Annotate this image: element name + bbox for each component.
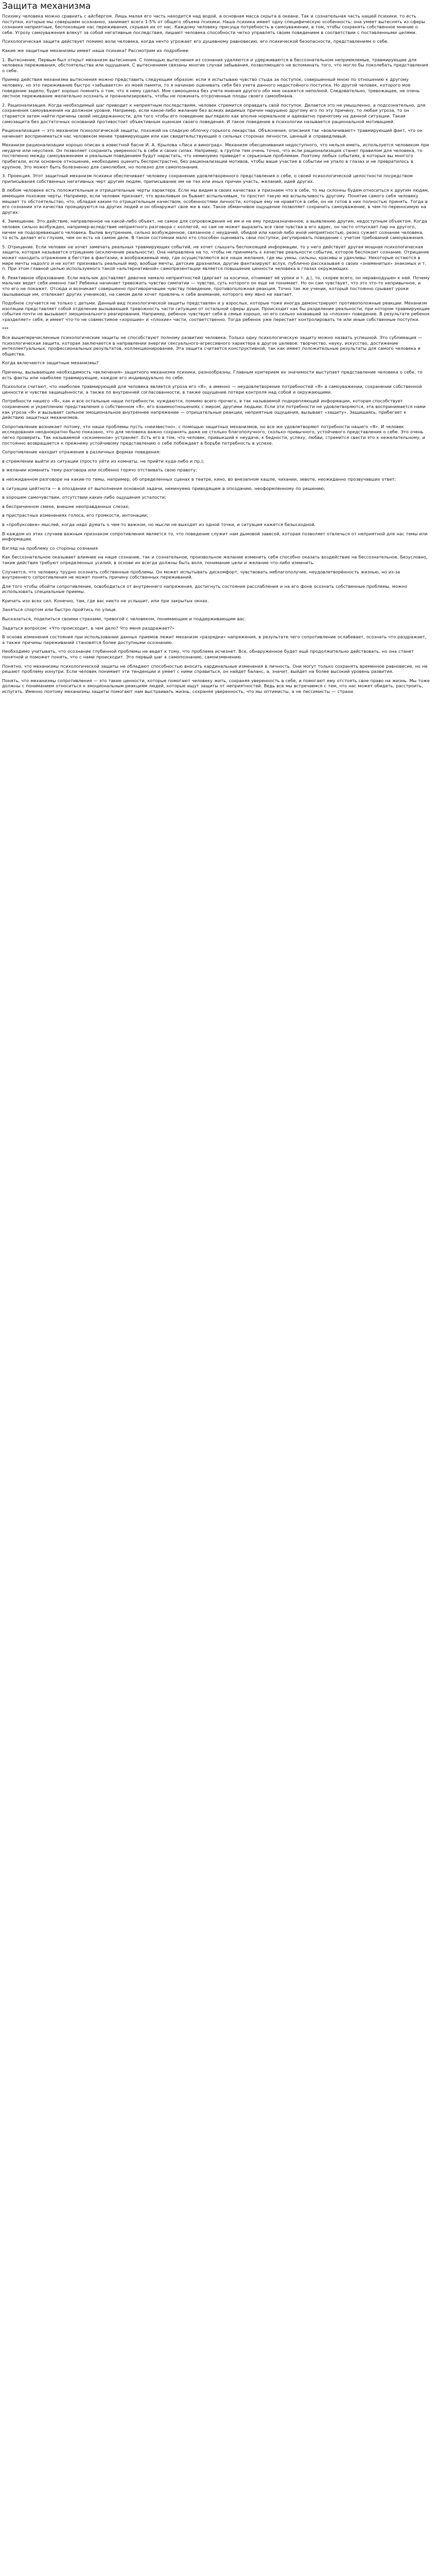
- paragraph: Кричать изо всех сил. Конечно, там, где вас никто не услышит, или при закрытых окнах.: [2, 598, 209, 603]
- article-title: Защита механизма: [2, 1, 91, 11]
- paragraph: в пристрастных изменениях голоса, его громкости, интонации;: [2, 513, 148, 518]
- paragraph: Высказаться, поделиться своими страхами, тревогой с человеком, понимающим и поддерживающим вас.: [2, 616, 246, 622]
- paragraph: Подобное случается не только с детьми. Данный вид психологической защиты представлен и у взрослых, которые тоже иногда демонстрируют противоположные реакции. Механизм изоляции представляет собой отделение вызывающей тревожность части ситуации от остальной сферы души. Происходит как бы разделение реальности, при котором травмирующие события почти не вызывают эмоционального реагирования. Например, ребенок чувствует себя в семье хорошо, но его сильно назвавшей за «плохое» поведение. В результате ребенок «разделяет» себя, и имеет что-то не совместимое «хорошие» и «плохие» части, соответственно. Тогда ребенок уже перестает контролировать те или иные собственные поступки.: [2, 300, 430, 322]
- paragraph: Какие же защитные механизмы имеет наша психика? Рассмотрим их подробнее:: [2, 47, 190, 53]
- paragraph: Заняться спортом или быстро пройтись по улице.: [2, 607, 117, 613]
- paragraph: Понять, что механизмы сопротивления — это такие ценности, которые помогают человеку жить, сохраняя уверенность в себе, и помогают ему отстоять свое право на жизнь. Мы тоже должны с пониманием относиться к эмоциональным реакциям людей, которые ищут защиты от неприятностей. Ведь все мы встречаемся с тем, что нас может обидеть, расстроить, испугать. Именно поэтому механизмы защиты помогают нам выстраивать жизнь, сохраняя уверенность, что мы оптимисты, а не пессимисты — страхи.: [2, 677, 430, 694]
- paragraph: Случается, что человеку трудно осознать собственные проблемы. Он может испытывать дискомфорт, чувствовать неблагополучие, неудовлетворённость жизнью, но из-за внутреннего сопротивления не может понять причину собственных переживаний.: [2, 569, 400, 580]
- paragraph: Понятно, что механизмы психологической защиты не обладают способностью вносить кардинальные изменения в личность. Они могут только сохранять временное равновесие, но не решают проблему изнутри. Если человек понимает эти тенденции и умеет с ними справиться, он найдет баланс, а, значит, выйдет на более высокий уровень развития.: [2, 663, 428, 674]
- paragraph: 4. Замещение. Это действие, направленное на какой-либо объект, не самое для сопровождения не им и не ему предназначенное, а выявлению другим, недоступным объектом. Когда человек сильно возбужден, например-вследствие неприятного разговора с коллегой, но сам не может выразить все свое чувства в его адрес, он часто отпускает пар на другого, ничем не подозревающего человека. Вылив внутренние, сильно возбужденное, связанное с неудачей, обидой или какой-либо иной неприятностью, резко сужает сознание человека, то есть делает его глухим, чем он есть на самом деле. В таком состоянии мало кто способен оценивать свои поступки, регулировать поведение с учетом требований самоуважения.: [2, 218, 427, 241]
- paragraph: Как бессознательное оказывает влияние на наше сознание, так и сознательное, произвольное желание изменить себя способно оказать воздействие на бессознательное. Безусловно, такие действия требуют определенных усилий, в основе их всегда должны быть воля, понимание цели и желание что-либо изменить.: [2, 554, 428, 565]
- paragraph: в неожиданном разговоре на какие-то темы, например, об определенных сценах в театре, кино, во внезапном кашле, чихании, зевоте, неожиданно прозвучавших ответ;: [2, 476, 396, 482]
- paragraph: Пример действия механизма вытеснения можно представить следующим образом: если я испытываю чувство стыда за поступок, совершенный мною по отношению к другому человеку, но это переживание быстро «забывается» из моей памяти, то я начинаю оценивать себя без учета данного недостойного поступка. Но другой человек, которого мое поведение задело, будет хорошо помнить о том, что я нему сделал. Мое самооценка без учета мнения другого обо мне окажется неполной. Следовательно, тревожащее, не очень лестное переживание желательно осознать и проанализировать, чтобы не пожинать отсроченные плоды своего самообмана.: [2, 77, 420, 99]
- paragraph: Потребности нашего «Я», как и все остальные наши потребности, нуждаются, помимо всего прочего, в так называемой подкрепляющей информации, которая способствует сохранению и укреплению представления о собственном «Я», его взаимоотношениях с миром, другими людьми. Если эти потребности не удовлетворяются, эта воспринимается нами как угроза «Я» и вызывает сильное эмоциональное внутреннее напряжение — отрицательные реакции, неприятные ощущения, вызывает «защиту». Защищаясь, прибегает к действию защитных механизмов.: [2, 398, 426, 420]
- paragraph: в беспричинном смехе, внешне неоправданных слезах;: [2, 503, 130, 509]
- paragraph: В основе изменения состояния при использовании данных приемов лежит механизм «разрядки» напряжения, в результате чего сопротивление ослабевает, осознать что раздражает, а также причины переживаний становятся более доступными осознанию.: [2, 634, 427, 645]
- paragraph: Психологическая защита действует помимо воли человека, когда нечто угрожает его душевному равновесию, его психической безопасности, представлениям о себе.: [2, 39, 389, 44]
- paragraph: 1. Вытеснение. Первым был открыт механизм вытеснения. С помощью вытеснения из сознания удаляются и удерживаются в бессознательном неприемлемые, травмирующие для человека переживания, обстоятельства или ощущения. С вытеснением связаны многие случаи забывания, позволяющего не вспоминать того, что могло бы поколебать представления о себе.: [2, 57, 428, 73]
- section-separator: ***: [2, 326, 9, 331]
- paragraph: Для того чтобы обойти сопротивление, освободиться от внутреннего напряжения, достигнуть состояния расслабления и на его фоне осознать собственные проблемы, можно использовать специальные приемы.: [2, 583, 408, 595]
- article-body: [2, 13, 430, 694]
- paragraph: 3. Проекция. Этот защитный механизм психики обеспечивает человеку сохранение удовлетворенного представления о себе, о своей психологической целостности посредством приписывания собственных негативных черт другим людям, приписывание им не тех или иных причин участь, желаний, идей других.: [2, 173, 413, 184]
- paragraph: Взгляд на проблему со стороны сознания: [2, 545, 98, 551]
- paragraph: Необходимо учитывать, что осознание глубинной проблемы не ведет к тому, что проблема исчезнет. Все, обнаруженное будет ещё продолжительно действовать, но она станет понятной и поможет понять, что с нами происходит. Это первый шаг к самопознанию, самоизменению.: [2, 649, 414, 660]
- paragraph: в желании изменить тему разговора или особенно горячо отстаивать свою правоту;: [2, 467, 197, 473]
- paragraph: 2. Рационализация. Когда необходимый шаг приводит к неприятным последствиям, человек стремится оправдать свой поступок. Делается это не умышленно, а подсознательно, для сохранения самоуважения на должном уровне. Например, если какое-либо желание без всяких видимых причин нарушено другому его по эту причину, то любая угроза, то он старается затем найти причины своей несдержанности, для того чтобы его поведение выглядело как вполне нормальное и адекватно принятому на данной ситуации. Такая самозащита без достаточных оснований противостоит объективным оценкам своего поведения. И такое поведение в психологии называется рациональной мотивацией.: [2, 102, 426, 124]
- paragraph: Рационализация — это механизм психологической защиты, похожий на сладкую облочку горького лекарства. Объяснения, описания так «вовлачивают» травмирующий факт, что он начинает восприниматься нас человеком менее травмирующим или как свидетельствующий о сильных сторонах личности, ценный и справедливый.: [2, 128, 423, 139]
- paragraph: 5. Отрицание. Если человек не хочет замечать реальных травмирующих событий, не хочет слышать беспокоящей информации, то у него действует другая мощная психологическая защита, которая называется отрицание (исключение реальности). Она направлена на то, чтобы не принимать к качестве реальности событие, которое беспокоит сознание. Отрицание может находить отражение в бегстве в фантазии, в воображаемый мир, где осуществляются все наши желания, где мы умны, сильны, красивы и удачливы. Некоторые остаются в мире мечты надолго и не хотят признавать реальный мир, вообще мечты, детские дразнилки, другие фантазируют вслух, публично рассказывая о своих «знаменитых» знакомых и т. п. При этом главной целью используемого такой «альтернативной» самопрезентации является повышение ценности человека в глазах окружающих.: [2, 244, 429, 272]
- paragraph: Все вышеперечисленные психологические защиты не способствуют полному развитию человека. Только одну психологическую защиту можно назвать успешной. Это сублимация — психологическая защита, которая заключается в направлении энергии сексуального-агрессивного характера в другое целевое: творчество, науку, искусство, достижение интеллектуальных, профессиональных результатов, коллекционирование. Эта защита считается конструктивной, так как имеет положительные результаты для самого человека и общества.: [2, 335, 423, 357]
- paragraph: Когда включаются защитные механизмы?: [2, 360, 99, 366]
- paragraph: Задаться вопросом: «Что происходит, в чем дело? Что меня раздражает?»: [2, 625, 175, 631]
- paragraph: 6. Реактивное образование. Если мальчик доставляет девочке немало неприятностей (дергает за косички, отнимает её уроки и т. д.), то, скорее всего, он неравнодушен к ней. Почему мальчик ведет себя именно так? Ребенка начинает тревожить чувство симпатии — чувство, суть которого он еще не понимает. Но он сам чувствует, что это что-то непривычное, и что его не покажет. Отсюда и возникает совершенно противоречащее чувству поведение, противоположная реакция. Точно так же ученик, который постоянно срывает уроки (вызывающе им, отвлекает других учеников), на самом деле хочет привлечь к себе внимание, которого ему явно не хватает.: [2, 275, 430, 297]
- paragraph: Сопротивление возникает потому, что наши проблемы пусть «неизвестно», с помощью защитных механизмов, но все же удовлетворяют потребности нашего «Я». И человек исследования неоднократно было показано, что для человека важно сохранять даже не столько благополучного, сколько привычного, устойчивого представления о себе. Это очень легко проверить. Так называемой «эскоменное» устраняет. Есть его в том, что человек, привыкший к неудаче, к бедности, успеху, любви, стремится свести это к нежелательному, и постоянно возвращается к прежнему устойчивому представлению о себе побеждает в борьбе потребность в успехе.: [2, 423, 425, 446]
- paragraph: Психику человека можно сравнить с айсбергом. Лишь малая его часть находится над водой, а основная масса скрыта в океане. Так и сознательная часть нашей психики, то есть поступки, которые мы совершаем осознанно, занимает всего 1-5% от общего объема психики. Наша психика имеет одну специфическую особенность: она умеет вытеснять из сферы сознания неприятные, беспокоящие нас переживания, скрывая их от нас. Каждому человеку присуща потребность в самоуважении, в том, чтобы сохранять собственное мнение о себе. Угрозу самоуважения влекут за собой негативные последствия, лишают человека способности четко управлять своим поведением в соответствии с поставленными целями.: [2, 13, 425, 35]
- paragraph: в стремлении выйти из ситуации (просто уйти из комнаты, не прийти куда-либо и пр.);: [2, 458, 204, 464]
- paragraph: Психологи считают, что наиболее травмирующей для человека является угроза его «Я», а именно — неудовлетворение потребностей «Я» в самоуважении, сохранении собственной ценности и чувстве защищённости, а также по внутренней согласованности, в также ощущение потери контроля над собой и окружающими.: [2, 384, 422, 395]
- paragraph: Причины, вызывающие необходимость «включения» защитного механизма психики, разнообразны. Главным критерием их значимости выступает представление человека о себе, то есть факты или наиболее травмирующие, каждое его индивидуально по себе.: [2, 369, 423, 380]
- paragraph: В каждом из этих случаев важным признаком сопротивления является то, что поведение служит нам дымовой завесой, которая позволяет отвлечься от неприятной для нас темы или информации.: [2, 531, 428, 542]
- paragraph: Механизм рационализации хорошо описан в известной басне И. А. Крылова «Лиса и виноград». Механизм обесценивания недоступного, что нельзя иметь, используется человеком при неудаче или неуспехе. Он позволяет сохранить уверенность в себе и своих силах. Например, в группе тем очень точно, что если рационализация станет правилом для человека, то постепенно между самоуважением и реальным поведением будут нарастать, что неминуемо приведет к серьезным проблемам. Поэтому любых событиях, в которых вы многого прибегали, если основное отношение, необходимо оценить беспристрастно, без рационализации мотивов, чтобы ваше участие в событии не упало в глазах и не превратилось в крупное. Это может быть болезненно для самолюбия, но полезно для самопознания.: [2, 142, 429, 170]
- paragraph: в хорошем самочувствии, отсутствии каких-либо ощущения усталости;: [2, 495, 166, 500]
- paragraph: в «пробуксовке» мыслей, когда надо думать о чем-то важном, но мысли не выходят из одной точки, и ситуация кажется безысходной.: [2, 521, 316, 527]
- paragraph: Сопротивление находит отражение в различных формах поведения:: [2, 449, 161, 455]
- paragraph: В любом человеке есть положительные и отрицательные черты характера. Если мы видим в своих качествах и признаем что в себе, то мы склонны будем относиться к другим людям, имеющим похожие черты. Например, если человек признает, что вранливым он бывает вспыльчивым, то простит такую же вспыльчивость другому. Понятие самого себя человеку мешает то обстоятельство, что, обладая каким-то отрицательным качеством, особенностями личности, которые ему не нравятся в себе, он не готов в них полностью принять. Тогда в его сознании эти качества проецируются на других людей и он обнаружит свое же в них. Такое обманчивое ощущение позволяет сохранить самоуважение, в чем-то переносимую на других.: [2, 188, 429, 215]
- paragraph: в ситуации цейтнота — в опоздании от выполнения основной задачи, неминуемо приводящем в опозданию, неоформленному по решению;: [2, 485, 325, 491]
